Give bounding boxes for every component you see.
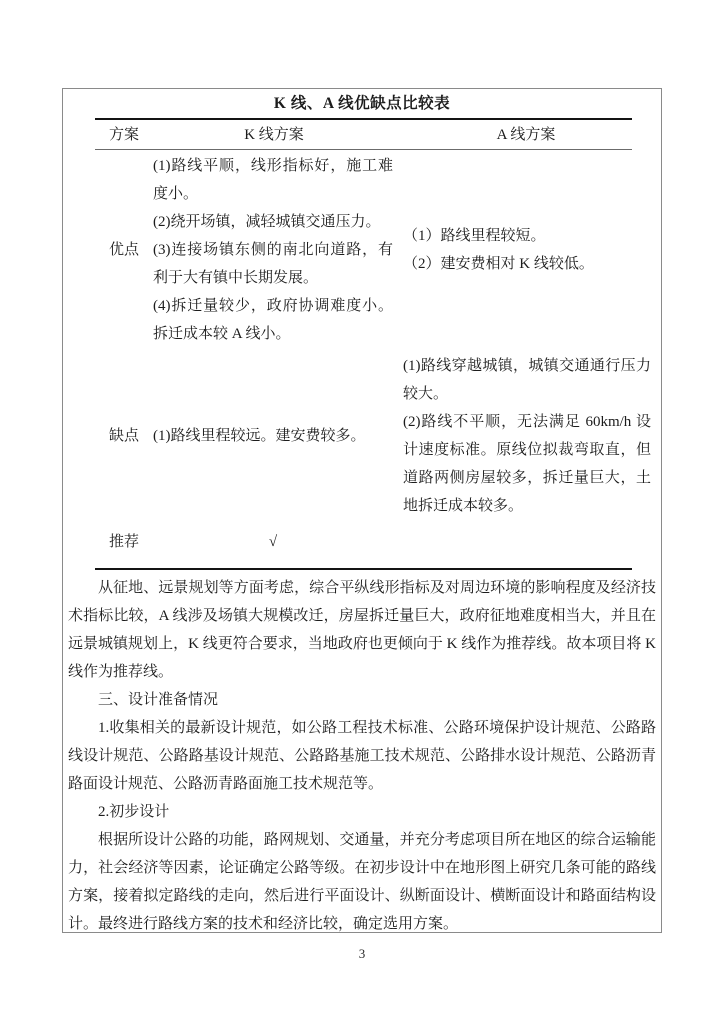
k-advantage-item-1: (1)路线平顺，线形指标好，施工难度小。 bbox=[153, 158, 393, 202]
table-row-advantages bbox=[95, 150, 657, 350]
table-header-row bbox=[95, 120, 657, 149]
disadvantages-a-cell bbox=[395, 352, 657, 520]
content-border-box bbox=[62, 88, 662, 933]
k-disadvantage-item-1: (1)路线里程较远。建安费较多。 bbox=[153, 428, 366, 444]
section-heading-design-preparation: 三、设计准备情况 bbox=[98, 692, 219, 708]
k-advantage-item-4: (4)拆迁量较少，政府协调难度小。拆迁成本较 A 线小。 bbox=[153, 298, 393, 342]
header-a-line-plan: A 线方案 bbox=[496, 126, 556, 143]
a-advantage-item-2: （2）建安费相对 K 线较低。 bbox=[403, 256, 594, 272]
header-k-line-plan: K 线方案 bbox=[244, 126, 304, 143]
recommendation-k-cell bbox=[153, 528, 395, 556]
subsection-heading-preliminary-design: 2.初步设计 bbox=[98, 804, 170, 820]
paragraph-route-conclusion: 从征地、远景规划等方面考虑，综合平纵线形指标及对周边环境的影响程度及经济技术指标比较，A 线涉及场镇大规模改迁，房屋拆迁量巨大，政府征地难度相当大，并且在远景城镇规划上，K 线更符合要求，当地政府也更倾向于 K 线作为推荐线。故本项目将 K 线作为推荐线。 bbox=[68, 580, 656, 680]
advantages-k-cell bbox=[153, 152, 395, 348]
row-label-disadvantages: 缺点 bbox=[108, 428, 139, 444]
table-row-recommendation bbox=[95, 522, 657, 568]
header-scheme: 方案 bbox=[108, 126, 139, 143]
a-advantage-item-1: （1）路线里程较短。 bbox=[403, 228, 546, 244]
paragraph-preliminary-design-detail: 根据所设计公路的功能，路网规划、交通量，并充分考虑项目所在地区的综合运输能力，社会经济等因素，论证确定公路等级。在初步设计中在地形图上研究几条可能的路线方案，接着拟定路线的走向，然后进行平面设计、纵断面设计、横断面设计和路面结构设计。最终进行路线方案的技术和经济比较，确定选用方案。 bbox=[68, 832, 656, 932]
k-advantage-item-2: (2)绕开场镇，减轻城镇交通压力。 bbox=[153, 214, 381, 230]
row-label-recommendation: 推荐 bbox=[108, 534, 139, 550]
k-advantage-item-3: (3)连接场镇东侧的南北向道路，有利于大有镇中长期发展。 bbox=[153, 242, 393, 286]
page-number: 3 bbox=[358, 946, 366, 961]
table-title: K 线、A 线优缺点比较表 bbox=[273, 95, 451, 112]
paragraph-collect-design-specs: 1.收集相关的最新设计规范，如公路工程技术标准、公路环境保护设计规范、公路路线设计规范、公路路基设计规范、公路路基施工技术规范、公路排水设计规范、公路沥青路面设计规范、公路沥青路面施工技术规范等。 bbox=[68, 720, 656, 792]
checkmark-icon: √ bbox=[268, 534, 278, 550]
row-label-advantages: 优点 bbox=[108, 242, 139, 258]
a-disadvantage-item-1: (1)路线穿越城镇，城镇交通通行压力较大。 bbox=[403, 358, 651, 402]
advantages-a-cell bbox=[395, 152, 657, 348]
table-bottom-rule bbox=[95, 568, 632, 570]
table-row-disadvantages bbox=[95, 350, 657, 522]
a-disadvantage-item-2: (2)路线不平顺，无法满足 60km/h 设计速度标准。原线位拟裁弯取直，但道路两侧房屋较多，拆迁量巨大，土地拆迁成本较多。 bbox=[403, 414, 651, 514]
disadvantages-k-cell bbox=[153, 352, 395, 520]
recommendation-a-cell bbox=[395, 528, 657, 556]
